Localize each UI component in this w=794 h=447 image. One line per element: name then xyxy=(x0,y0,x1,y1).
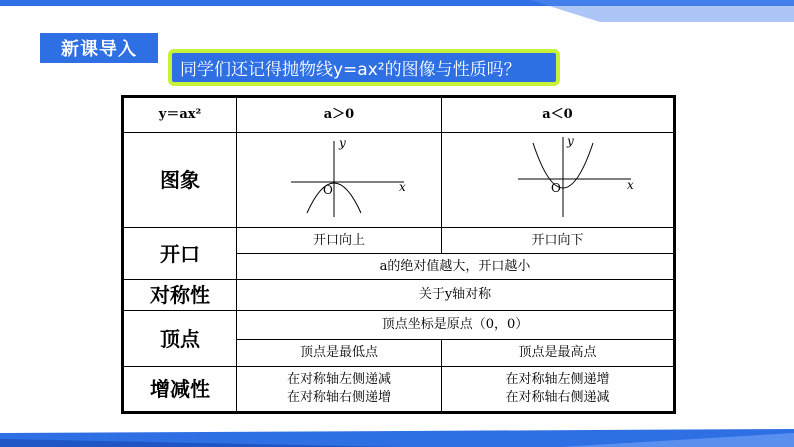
monotonic-row xyxy=(123,367,675,413)
properties-table-wrap xyxy=(121,95,676,414)
vertex-right: 顶点是最高点 xyxy=(442,340,675,367)
monotonic-right-line2: 在对称轴右侧递减 xyxy=(505,390,610,405)
graph-left-origin-label: O xyxy=(323,183,333,197)
monotonic-left-line1: 在对称轴左侧递减 xyxy=(286,372,391,387)
graph-left-y-label: y xyxy=(339,136,346,150)
graph-left-x-label: x xyxy=(399,180,406,194)
symmetry-value: 关于y轴对称 xyxy=(237,280,675,311)
bottom-decoration xyxy=(0,423,794,447)
opening-right: 开口向下 xyxy=(442,228,675,254)
graph-label: 图象 xyxy=(123,133,237,228)
symmetry-row xyxy=(123,280,675,311)
section-tag: 新课导入 xyxy=(40,33,158,63)
graph-row xyxy=(123,133,675,228)
header-function: y＝ax² xyxy=(123,97,237,133)
parabola-down-graph xyxy=(239,133,439,221)
monotonic-left xyxy=(237,367,442,413)
symmetry-label: 对称性 xyxy=(123,280,237,311)
opening-left: 开口向上 xyxy=(237,228,442,254)
monotonic-label: 增减性 xyxy=(123,367,237,413)
vertex-label: 顶点 xyxy=(123,311,237,367)
monotonic-right-line1: 在对称轴左侧递增 xyxy=(505,372,610,387)
graph-right-y-label: y xyxy=(566,134,574,148)
monotonic-left-line2: 在对称轴右侧递增 xyxy=(286,390,391,405)
vertex-row xyxy=(123,311,675,340)
header-a-negative: a＜0 xyxy=(442,97,675,133)
question-text: 同学们还记得抛物线y=ax²的图像与性质吗？ xyxy=(180,60,521,80)
opening-row xyxy=(123,228,675,254)
graph-a-positive-cell xyxy=(237,133,442,228)
question-banner xyxy=(168,49,560,86)
graph-right-origin-label: O xyxy=(550,181,561,195)
vertex-left: 顶点是最低点 xyxy=(237,340,442,367)
header-row xyxy=(123,97,675,133)
opening-label: 开口 xyxy=(123,228,237,280)
graph-right-x-label: x xyxy=(626,178,634,192)
properties-table xyxy=(121,95,676,414)
vertex-merged: 顶点坐标是原点（0，0） xyxy=(237,311,675,340)
parabola-up-graph xyxy=(443,133,673,221)
opening-merged: a的绝对值越大，开口越小 xyxy=(237,254,675,280)
top-decoration xyxy=(0,0,794,22)
header-a-positive: a＞0 xyxy=(237,97,442,133)
graph-a-negative-cell xyxy=(442,133,675,228)
monotonic-right xyxy=(442,367,675,413)
